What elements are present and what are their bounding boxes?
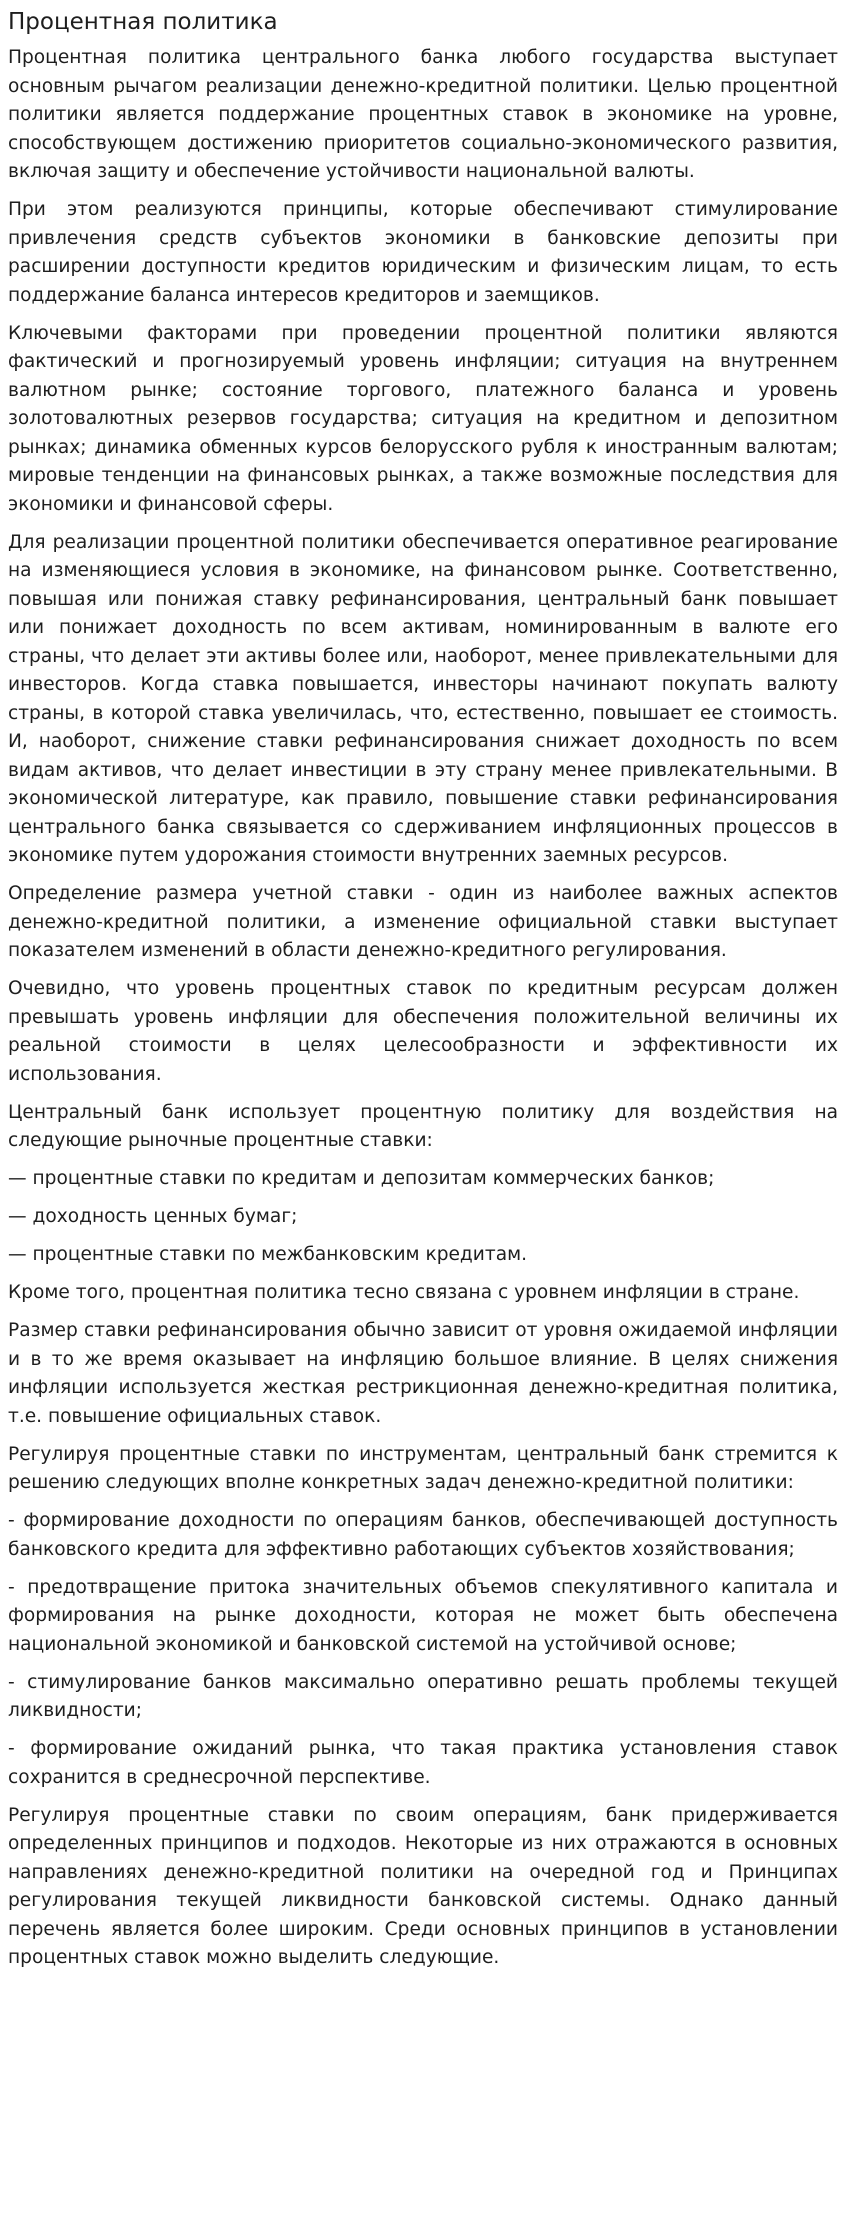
- task-item-4: - формирование ожиданий рынка, что такая практика установления ставок сохранится в среднесрочной перспективе.: [8, 1738, 838, 1788]
- list-item-1: — процентные ставки по кредитам и депозитам коммерческих банков;: [8, 1168, 715, 1189]
- task-item-2: - предотвращение притока значительных объемов спекулятивного капитала и формирования на рынке доходности, которая не может быть обеспечена национальной экономикой и банковской системой на устойчивой основе;: [8, 1576, 838, 1655]
- list-item-2: — доходность ценных бумаг;: [8, 1206, 298, 1227]
- paragraph-2: При этом реализуются принципы, которые обеспечивают стимулирование привлечения средств субъектов экономики в банковские депозиты при расширении доступности кредитов юридическим и физическим лицам, то есть поддержание баланса интересов кредиторов и заемщиков.: [8, 199, 838, 306]
- paragraph-7: Центральный банк использует процентную политику для воздействия на следующие рыночные процентные ставки:: [8, 1101, 838, 1151]
- paragraph-8: Кроме того, процентная политика тесно связана с уровнем инфляции в стране.: [8, 1282, 800, 1303]
- task-item-1: - формирование доходности по операциям банков, обеспечивающей доступность банковского кредита для эффективно работающих субъектов хозяйствования;: [8, 1510, 838, 1560]
- paragraph-5: Определение размера учетной ставки - один из наиболее важных аспектов денежно-кредитной политики, а изменение официальной ставки выступает показателем изменений в области денежно-кредитного регулирования.: [8, 883, 838, 961]
- paragraph-10: Регулируя процентные ставки по инструментам, центральный банк стремится к решению следующих вполне конкретных задач денежно-кредитной политики:: [8, 1443, 838, 1493]
- paragraph-6: Очевидно, что уровень процентных ставок по кредитным ресурсам должен превышать уровень инфляции для обеспечения положительной величины их реальной стоимости в целях целесообразности и эффективности их использования.: [8, 978, 838, 1085]
- paragraph-11: Регулируя процентные ставки по своим операциям, банк придерживается определенных принципов и подходов. Некоторые из них отражаются в основных направлениях денежно-кредитной политики на очередной год и Принципах регулирования текущей ликвидности банковской системы. Однако данный перечень является более широким. Среди основных принципов в установлении процентных ставок можно выделить следующие.: [8, 1804, 838, 1968]
- paragraph-1: Процентная политика центрального банка любого государства выступает основным рычагом реализации денежно-кредитной политики. Целью процентной политики является поддержание процентных ставок в экономике на уровне, способствующем достижению приоритетов социально-экономического развития, включая защиту и обеспечение устойчивости национальной валюты.: [8, 47, 838, 182]
- task-item-3: - стимулирование банков максимально оперативно решать проблемы текущей ликвидности;: [8, 1671, 838, 1721]
- paragraph-3: Ключевыми факторами при проведении процентной политики являются фактический и прогнозируемый уровень инфляции; ситуация на внутреннем валютном рынке; состояние торгового, платежного баланса и уровень золотовалютных резервов государства; ситуация на кредитном и депозитном рынках; динамика обменных курсов белорусского рубля к иностранным валютам; мировые тенденции на финансовых рынках, а также возможные последствия для экономики и финансовой сферы.: [8, 322, 838, 515]
- page-title: Процентная политика: [8, 9, 278, 35]
- article-body: [8, 44, 838, 1973]
- paragraph-9: Размер ставки рефинансирования обычно зависит от уровня ожидаемой инфляции и в то же время оказывает на инфляцию большое влияние. В целях снижения инфляции используется жесткая рестрикционная денежно-кредитная политика, т.е. повышение официальных ставок.: [8, 1320, 838, 1427]
- list-item-3: — процентные ставки по межбанковским кредитам.: [8, 1244, 528, 1265]
- paragraph-4: Для реализации процентной политики обеспечивается оперативное реагирование на изменяющиеся условия в экономике, на финансовом рынке. Соответственно, повышая или понижая ставку рефинансирования, центральный банк повышает или понижает доходность по всем активам, номинированным в валюте его страны, что делает эти активы более или, наоборот, менее привлекательными для инвесторов. Когда ставка повышается, инвесторы начинают покупать валюту страны, в которой ставка увеличилась, что, естественно, повышает ее стоимость. И, наоборот, снижение ставки рефинансирования снижает доходность по всем видам активов, что делает инвестиции в эту страну менее привлекательными. В экономической литературе, как правило, повышение ставки рефинансирования центрального банка связывается со сдерживанием инфляционных процессов в экономике путем удорожания стоимости внутренних заемных ресурсов.: [8, 531, 838, 866]
